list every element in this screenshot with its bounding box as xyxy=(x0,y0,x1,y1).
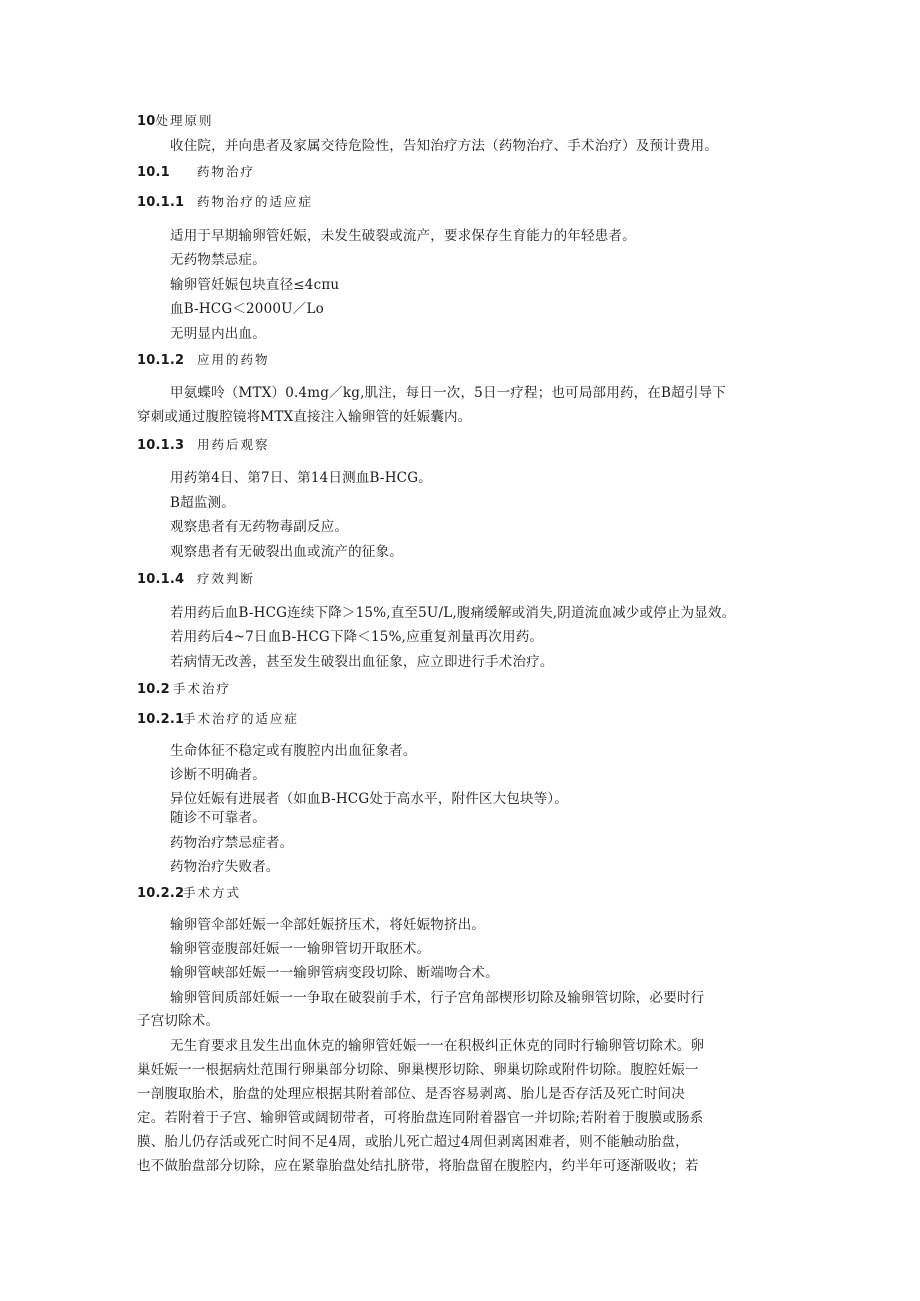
heading-10-1-1-title: 药物治疗的适应症 xyxy=(197,194,314,209)
list-item: B超监测。 xyxy=(170,495,235,511)
list-item: 药物治疗失败者。 xyxy=(170,859,280,875)
heading-10-2 xyxy=(137,680,231,699)
list-item: 若用药后血B-HCG连续下降＞15%,直至5U/L,腹痛缓解或消失,阴道流血减少或停止为显效。 xyxy=(170,605,736,621)
heading-10-number: 10 xyxy=(137,114,156,129)
paragraph-line: 输卵管间质部妊娠一一争取在破裂前手术，行子宫角部楔形切除及输卵管切除，必要时行 xyxy=(170,990,705,1006)
heading-10-1-4-title: 疗效判断 xyxy=(197,571,256,586)
heading-10-title: 处理原则 xyxy=(155,113,214,128)
heading-10-2-2-title: 手术方式 xyxy=(183,885,242,900)
list-item: 输卵管壶腹部妊娠一一输卵管切开取胚术。 xyxy=(170,941,431,957)
list-item: 适用于早期输卵管妊娠，未发生破裂或流产，要求保存生育能力的年轻患者。 xyxy=(170,228,636,244)
heading-10-2-2-number: 10.2.2 xyxy=(137,886,185,901)
paragraph-line: 也不做胎盘部分切除，应在紧靠胎盘处结扎脐带，将胎盘留在腹腔内，约半年可逐渐吸收；若 xyxy=(137,1158,699,1174)
heading-10-1-4 xyxy=(137,570,255,589)
list-item: 用药第4日、第7日、第14日测血B-HCG。 xyxy=(170,470,432,486)
heading-10-1-2 xyxy=(137,351,270,370)
heading-10-2-title: 手术治疗 xyxy=(173,681,232,696)
list-item: 输卵管伞部妊娠一伞部妊娠挤压术，将妊娠物挤出。 xyxy=(170,917,486,933)
heading-10-2-1 xyxy=(137,710,299,729)
heading-10-2-1-number: 10.2.1 xyxy=(137,712,185,727)
list-item: 输卵管妊娠包块直径≤4cπu xyxy=(170,277,340,293)
heading-10-1-2-title: 应用的药物 xyxy=(197,352,270,367)
paragraph-line: 无生育要求且发生出血休克的输卵管妊娠一一在积极纠正休克的同时行输卵管切除术。卵 xyxy=(170,1038,705,1054)
list-item: 异位妊娠有进展者（如血B-HCG处于高水平，附件区大包块等）。 xyxy=(170,791,569,807)
heading-10 xyxy=(137,112,214,131)
paragraph-line: 一剖腹取胎术，胎盘的处理应根据其附着部位、是否容易剥离、胎儿是否存活及死亡时间决 xyxy=(137,1086,685,1102)
list-item: 无药物禁忌症。 xyxy=(170,252,266,268)
paragraph-line: 巢妊娠一一根据病灶范围行卵巢部分切除、卵巢楔形切除、卵巢切除或附件切除。腹腔妊娠一 xyxy=(137,1062,699,1078)
list-item: 血B-HCG＜2000U／Lo xyxy=(170,301,324,317)
paragraph-line: 定。若附着于子宫、输卵管或阔韧带者，可将胎盘连同附着器官一并切除;若附着于腹膜或肠系 xyxy=(137,1110,704,1126)
heading-10-1-1 xyxy=(137,193,313,212)
list-item: 观察患者有无破裂出血或流产的征象。 xyxy=(170,544,403,560)
heading-10-2-2 xyxy=(137,884,241,903)
heading-10-2-number: 10.2 xyxy=(137,682,170,697)
heading-10-1-1-number: 10.1.1 xyxy=(137,195,185,210)
section-10-intro: 收住院，并向患者及家属交待危险性，告知治疗方法（药物治疗、手术治疗）及预计费用。 xyxy=(170,138,718,154)
list-item: 药物治疗禁忌症者。 xyxy=(170,835,294,851)
list-item: 观察患者有无药物毒副反应。 xyxy=(170,519,349,535)
list-item: 诊断不明确者。 xyxy=(170,767,266,783)
paragraph-line: 膜、胎儿仍存活或死亡时间不足4周，或胎儿死亡超过4周但剥离困难者，则不能触动胎盘， xyxy=(137,1134,689,1150)
paragraph-line: 穿刺或通过腹腔镜将MTX直接注入输卵管的妊娠囊内。 xyxy=(137,409,472,425)
list-item: 无明显内出血。 xyxy=(170,326,266,342)
heading-10-1-3-number: 10.1.3 xyxy=(137,438,185,453)
list-item: 若病情无改善，甚至发生破裂出血征象，应立即进行手术治疗。 xyxy=(170,654,554,670)
paragraph-line: 子宫切除术。 xyxy=(137,1013,220,1029)
heading-10-1-number: 10.1 xyxy=(137,165,170,180)
heading-10-1-4-number: 10.1.4 xyxy=(137,572,185,587)
paragraph-line: 甲氨蝶呤（MTX）0.4mg／kg,肌注，每日一次，5日一疗程；也可局部用药，在B超引导下 xyxy=(170,385,726,401)
list-item: 随诊不可靠者。 xyxy=(170,810,266,826)
heading-10-1-title: 药物治疗 xyxy=(197,164,256,179)
list-item: 生命体征不稳定或有腹腔内出血征象者。 xyxy=(170,743,417,759)
heading-10-1 xyxy=(137,163,255,182)
heading-10-1-2-number: 10.1.2 xyxy=(137,353,185,368)
list-item: 输卵管峡部妊娠一一输卵管病变段切除、断端吻合术。 xyxy=(170,965,499,981)
list-item: 若用药后4~7日血B-HCG下降＜15%,应重复剂量再次用药。 xyxy=(170,629,544,645)
heading-10-1-3 xyxy=(137,436,270,455)
heading-10-2-1-title: 手术治疗的适应症 xyxy=(183,711,300,726)
heading-10-1-3-title: 用药后观察 xyxy=(197,437,270,452)
